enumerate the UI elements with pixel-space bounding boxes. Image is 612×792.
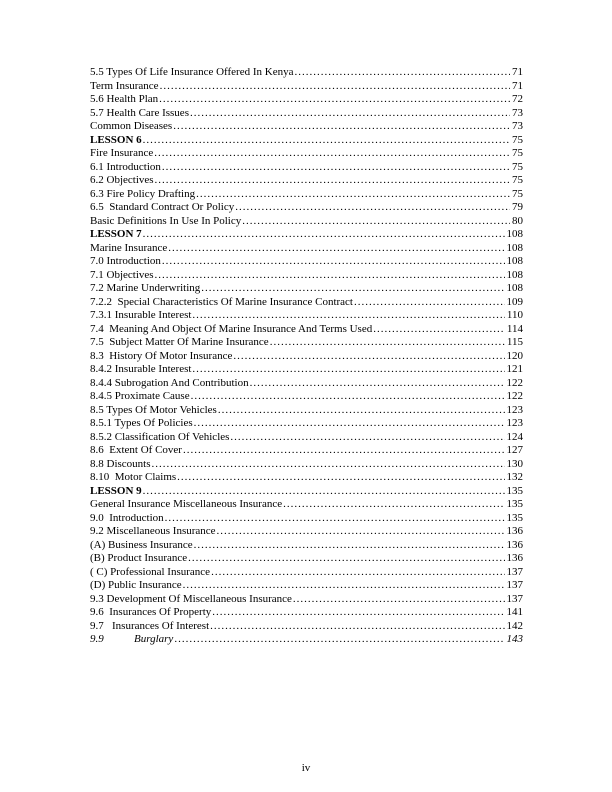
toc-entry-title: Fire Insurance	[90, 147, 154, 159]
toc-entry-page-number: 141	[506, 606, 523, 618]
toc-dot-leader	[165, 512, 505, 526]
toc-entry-page-number: 75	[512, 147, 523, 159]
toc-entry-title: Marine Insurance	[90, 241, 168, 254]
toc-entry-title: LESSON 9	[90, 484, 142, 497]
toc-entry-title: (D) Public Insurance	[90, 579, 182, 591]
toc-dot-leader	[160, 80, 510, 94]
toc-dot-leader	[354, 296, 505, 310]
toc-entry-title: 5.6 Health Plan	[90, 93, 159, 105]
toc-entry	[90, 377, 523, 391]
toc-entry	[90, 350, 523, 364]
toc-entry-title: 8.6 Extent Of Cover	[90, 444, 182, 456]
toc-dot-leader	[235, 201, 510, 215]
toc-entry-page-number: 80	[512, 214, 523, 227]
toc-entry	[90, 458, 523, 472]
toc-entry-title: 8.4.2 Insurable Interest	[90, 363, 192, 375]
toc-entry-title: Common Diseases	[90, 120, 173, 132]
toc-dot-leader	[218, 404, 505, 418]
toc-entry-page-number: 135	[506, 498, 523, 510]
toc-entry-page-number: 73	[512, 120, 523, 132]
toc-entry	[90, 566, 523, 580]
toc-entry	[90, 242, 523, 256]
toc-entry	[90, 336, 523, 350]
toc-entry-title: 5.5 Types Of Life Insurance Offered In Kenya	[90, 66, 294, 78]
toc-entry-page-number: 71	[512, 79, 523, 92]
toc-entry-page-number: 136	[506, 552, 523, 564]
toc-entry-page-number: 136	[506, 538, 523, 551]
toc-entry	[90, 552, 523, 566]
toc-entry-title: 8.4.4 Subrogation And Contribution	[90, 376, 249, 389]
toc-dot-leader	[250, 377, 505, 391]
toc-entry	[90, 174, 523, 188]
toc-entry-title: 7.2 Marine Underwriting	[90, 282, 201, 294]
toc-dot-leader	[173, 120, 510, 134]
toc-entry-page-number: 143	[506, 633, 523, 645]
toc-dot-leader	[190, 107, 510, 121]
toc-entry	[90, 269, 523, 283]
toc-entry	[90, 255, 523, 269]
toc-entry-page-number: 108	[506, 255, 523, 267]
toc-dot-leader	[211, 566, 504, 580]
toc-entry	[90, 147, 523, 161]
toc-entry	[90, 282, 523, 296]
toc-dot-leader	[174, 633, 504, 647]
toc-entry-page-number: 122	[506, 376, 523, 389]
toc-entry-page-number: 75	[512, 187, 523, 200]
toc-dot-leader	[191, 390, 505, 404]
toc-entry	[90, 512, 523, 526]
toc-entry-title: 8.8 Discounts	[90, 457, 151, 470]
toc-entry-title: 7.2.2 Special Characteristics Of Marine Insurance Contract	[90, 295, 353, 308]
toc-dot-leader	[183, 579, 505, 593]
toc-dot-leader	[217, 525, 505, 539]
toc-entry	[90, 579, 523, 593]
toc-entry	[90, 444, 523, 458]
toc-entry	[90, 80, 523, 94]
toc-dot-leader	[177, 471, 504, 485]
toc-entry-page-number: 108	[506, 241, 523, 254]
toc-entry-page-number: 75	[512, 174, 523, 186]
toc-entry	[90, 107, 523, 121]
toc-dot-leader	[293, 593, 505, 607]
toc-entry-page-number: 135	[506, 511, 523, 524]
toc-dot-leader	[373, 323, 505, 337]
toc-entry-page-number: 136	[506, 525, 523, 537]
toc-entry-page-number: 79	[512, 201, 523, 213]
toc-dot-leader	[192, 309, 504, 323]
toc-dot-leader	[201, 282, 504, 296]
toc-entry-page-number: 108	[506, 282, 523, 294]
toc-entry-page-number: 108	[506, 228, 523, 240]
toc-dot-leader	[154, 147, 510, 161]
toc-entry-title: 8.5 Types Of Motor Vehicles	[90, 403, 217, 416]
toc-dot-leader	[270, 336, 505, 350]
toc-entry-page-number: 120	[506, 349, 523, 362]
toc-entry	[90, 120, 523, 134]
toc-entry-title: 7.3.1 Insurable Interest	[90, 309, 192, 321]
toc-entry	[90, 93, 523, 107]
toc-entry-page-number: 109	[506, 295, 523, 308]
toc-dot-leader	[294, 66, 510, 80]
toc-entry-title: 9.2 Miscellaneous Insurance	[90, 525, 216, 537]
toc-entry	[90, 606, 523, 620]
toc-entry	[90, 161, 523, 175]
toc-entry-title: LESSON 7	[90, 228, 142, 240]
toc-entry-page-number: 108	[506, 268, 523, 281]
toc-entry-title: 7.4 Meaning And Object Of Marine Insurance And Terms Used	[90, 322, 373, 335]
toc-entry	[90, 201, 523, 215]
toc-dot-leader	[168, 242, 504, 256]
toc-entry-page-number: 110	[506, 309, 523, 321]
toc-dot-leader	[230, 431, 504, 445]
toc-entry-title: 9.0 Introduction	[90, 511, 164, 524]
toc-entry-title: (A) Business Insurance	[90, 538, 193, 551]
toc-entry-title: 8.5.2 Classification Of Vehicles	[90, 430, 230, 443]
toc-entry-page-number: 71	[512, 66, 523, 78]
toc-dot-leader	[194, 539, 505, 553]
toc-entry-page-number: 73	[512, 106, 523, 119]
toc-entry-title: 8.3 History Of Motor Insurance	[90, 349, 233, 362]
toc-entry	[90, 417, 523, 431]
toc-entry-page-number: 127	[506, 444, 523, 456]
toc-entry-page-number: 123	[506, 417, 523, 429]
toc-entry-page-number: 115	[506, 336, 523, 348]
toc-entry-title: 5.7 Health Care Issues	[90, 106, 189, 119]
toc-entry-page-number: 132	[506, 471, 523, 483]
toc-entry-page-number: 75	[512, 133, 523, 146]
toc-dot-leader	[196, 188, 510, 202]
toc-entry-title: (B) Product Insurance	[90, 552, 188, 564]
toc-entry-title: 7.0 Introduction	[90, 255, 161, 267]
toc-entry	[90, 188, 523, 202]
toc-entry	[90, 471, 523, 485]
toc-dot-leader	[283, 498, 504, 512]
toc-dot-leader	[183, 444, 505, 458]
toc-dot-leader	[242, 215, 510, 229]
toc-dot-leader	[162, 255, 505, 269]
toc-dot-leader	[194, 417, 505, 431]
toc-entry	[90, 593, 523, 607]
toc-entry-page-number: 137	[506, 579, 523, 591]
toc-entry-title: 7.5 Subject Matter Of Marine Insurance	[90, 336, 269, 348]
toc-entry-page-number: 124	[506, 430, 523, 443]
toc-dot-leader	[212, 606, 504, 620]
toc-entry	[90, 620, 523, 634]
page-number: iv	[301, 762, 311, 774]
toc-entry	[90, 323, 523, 337]
toc-entry	[90, 296, 523, 310]
toc-entry-title: 6.2 Objectives	[90, 174, 154, 186]
toc-dot-leader	[143, 228, 505, 242]
toc-entry-title: Term Insurance	[90, 79, 159, 92]
toc-entry-page-number: 123	[506, 403, 523, 416]
toc-dot-leader	[188, 552, 504, 566]
toc-entry-title: Basic Definitions In Use In Policy	[90, 214, 242, 227]
toc-entry-page-number: 142	[506, 619, 523, 632]
toc-entry-page-number: 137	[506, 592, 523, 605]
toc-entry-page-number: 72	[512, 93, 523, 105]
toc-entry	[90, 539, 523, 553]
toc-entry	[90, 134, 523, 148]
toc-entry-page-number: 135	[506, 484, 523, 497]
toc-entry	[90, 485, 523, 499]
toc-dot-leader	[143, 134, 510, 148]
toc-entry-page-number: 122	[506, 390, 523, 402]
toc-entry	[90, 431, 523, 445]
toc-entry	[90, 363, 523, 377]
toc-entry	[90, 633, 523, 647]
toc-entry-title: 6.1 Introduction	[90, 160, 161, 173]
toc-dot-leader	[155, 269, 505, 283]
toc-dot-leader	[152, 458, 505, 472]
toc-entry-title: 8.4.5 Proximate Cause	[90, 390, 190, 402]
toc-dot-leader	[159, 93, 510, 107]
toc-entry	[90, 390, 523, 404]
toc-dot-leader	[143, 485, 505, 499]
toc-entry-page-number: 114	[506, 322, 523, 335]
toc-entry-title: 8.5.1 Types Of Policies	[90, 417, 193, 429]
toc-entry-title: General Insurance Miscellaneous Insurance	[90, 498, 283, 510]
table-of-contents	[90, 66, 523, 647]
toc-entry	[90, 215, 523, 229]
toc-entry	[90, 525, 523, 539]
toc-entry-title: 8.10 Motor Claims	[90, 471, 177, 483]
toc-entry	[90, 228, 523, 242]
toc-entry-title: 9.3 Development Of Miscellaneous Insurance	[90, 592, 292, 605]
toc-entry-title: 7.1 Objectives	[90, 268, 154, 281]
toc-entry	[90, 66, 523, 80]
toc-dot-leader	[210, 620, 504, 634]
toc-entry-number: 9.9	[90, 633, 104, 645]
toc-entry-title: 9.9 Burglary	[90, 633, 174, 645]
toc-entry-title: LESSON 6	[90, 133, 142, 146]
toc-entry	[90, 309, 523, 323]
toc-entry-page-number: 75	[512, 160, 523, 173]
toc-entry	[90, 498, 523, 512]
toc-entry-title: 6.5 Standard Contract Or Policy	[90, 201, 235, 213]
toc-dot-leader	[233, 350, 504, 364]
toc-entry-title: 6.3 Fire Policy Drafting	[90, 187, 196, 200]
toc-dot-leader	[162, 161, 510, 175]
toc-entry-page-number: 121	[506, 363, 523, 375]
toc-entry-page-number: 137	[506, 565, 523, 578]
toc-entry-page-number: 130	[506, 457, 523, 470]
toc-entry	[90, 404, 523, 418]
toc-entry-title: 9.7 Insurances Of Interest	[90, 619, 210, 632]
toc-entry-title: 9.6 Insurances Of Property	[90, 606, 212, 618]
toc-entry-title: ( C) Professional Insurance	[90, 565, 211, 578]
toc-dot-leader	[192, 363, 504, 377]
toc-dot-leader	[155, 174, 510, 188]
